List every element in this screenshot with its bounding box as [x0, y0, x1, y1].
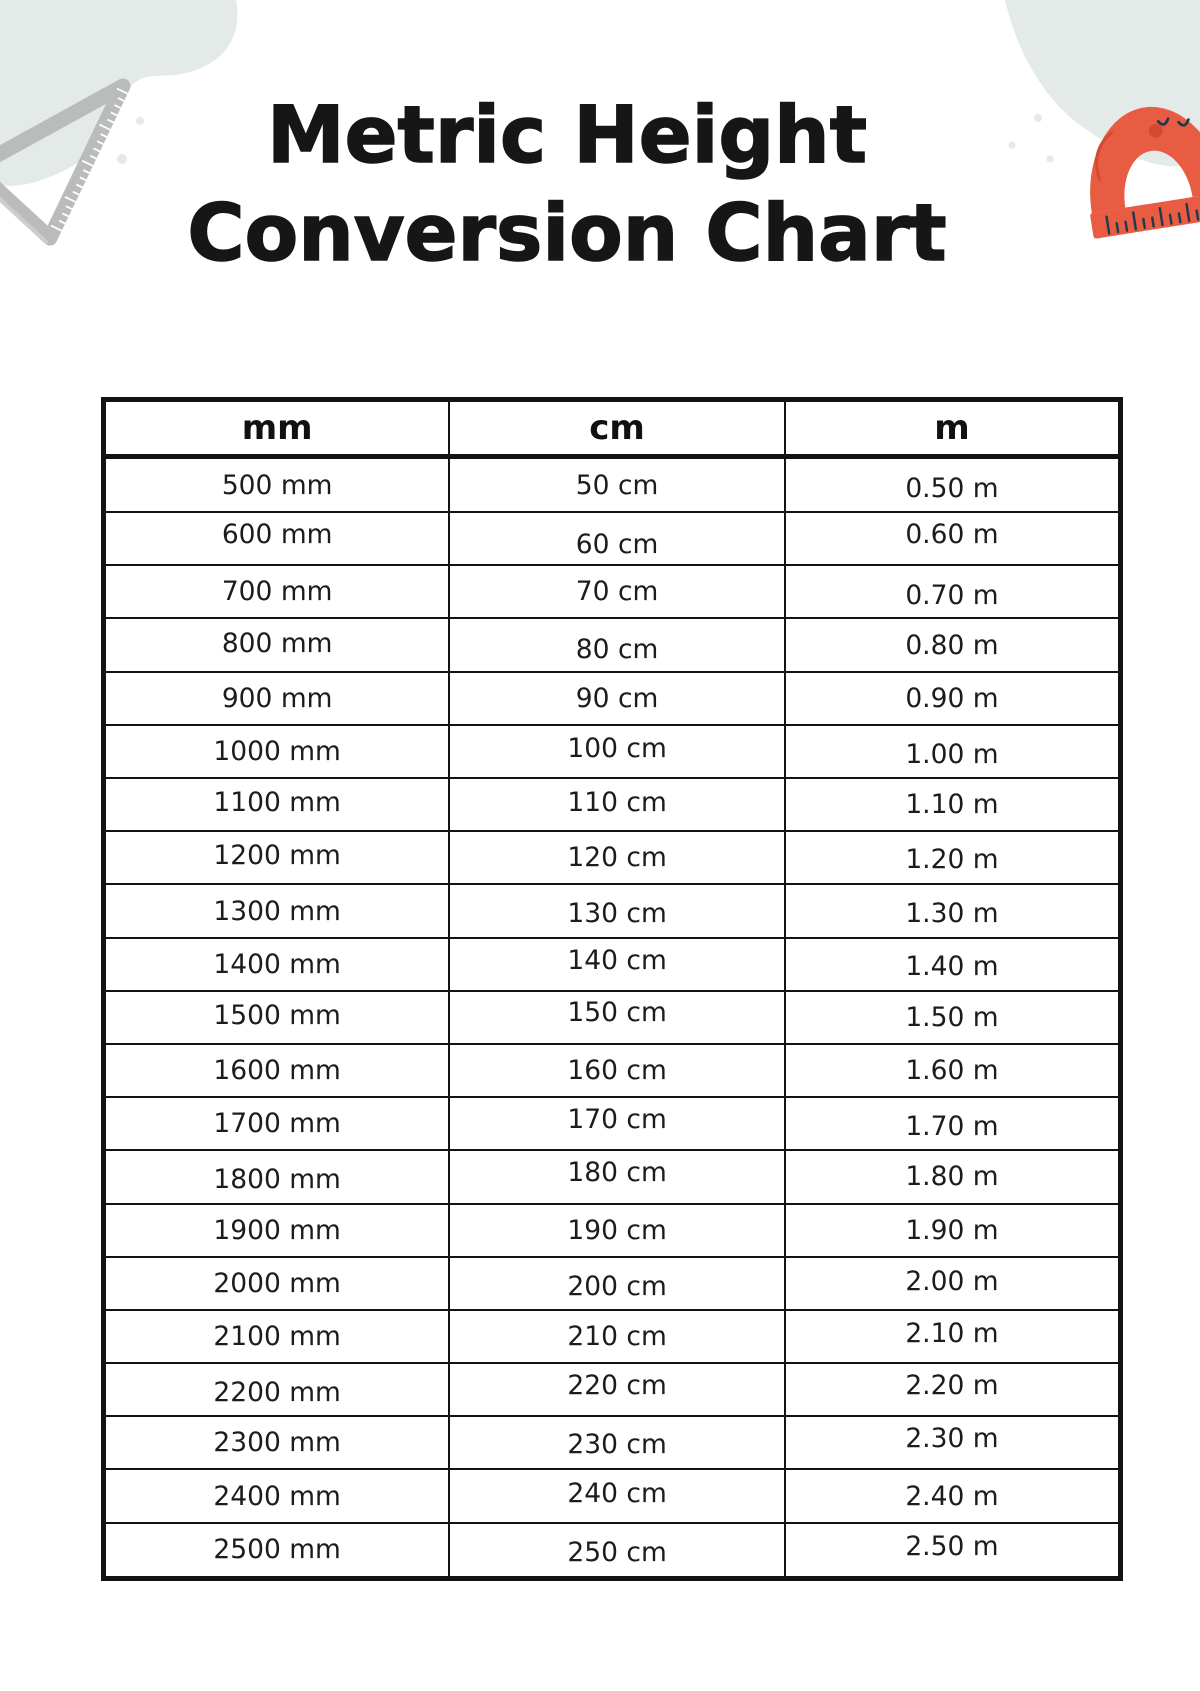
conversion-table-container — [101, 397, 1123, 1581]
title-line-1: Metric Height — [267, 91, 867, 181]
table-row — [104, 778, 1121, 831]
table-cell: 220 cm — [449, 1363, 785, 1416]
table-row — [104, 1310, 1121, 1363]
table-cell: 2.30 m — [785, 1416, 1121, 1469]
table-cell: 800 mm — [104, 618, 450, 671]
table-cell: 2300 mm — [104, 1416, 450, 1469]
table-cell: 0.70 m — [785, 565, 1121, 618]
table-cell: 600 mm — [104, 512, 450, 565]
table-row — [104, 1523, 1121, 1579]
table-row — [104, 1097, 1121, 1150]
table-cell: 200 cm — [449, 1257, 785, 1310]
column-header-mm: mm — [104, 400, 450, 457]
table-cell: 1100 mm — [104, 778, 450, 831]
table-cell: 0.50 m — [785, 457, 1121, 513]
table-row — [104, 1416, 1121, 1469]
table-cell: 230 cm — [449, 1416, 785, 1469]
table-cell: 0.60 m — [785, 512, 1121, 565]
table-cell: 1300 mm — [104, 884, 450, 937]
table-cell: 90 cm — [449, 672, 785, 725]
table-cell: 1.30 m — [785, 884, 1121, 937]
table-row — [104, 672, 1121, 725]
table-cell: 1600 mm — [104, 1044, 450, 1097]
table-cell: 160 cm — [449, 1044, 785, 1097]
table-row — [104, 1150, 1121, 1203]
table-cell: 1.20 m — [785, 831, 1121, 884]
table-cell: 2.20 m — [785, 1363, 1121, 1416]
table-row — [104, 884, 1121, 937]
title-line-2: Conversion Chart — [187, 189, 947, 279]
table-cell: 190 cm — [449, 1204, 785, 1257]
conversion-table-body — [104, 457, 1121, 1579]
table-cell: 250 cm — [449, 1523, 785, 1579]
table-cell: 2.00 m — [785, 1257, 1121, 1310]
table-cell: 240 cm — [449, 1469, 785, 1522]
table-row — [104, 618, 1121, 671]
table-row — [104, 1257, 1121, 1310]
table-cell: 60 cm — [449, 512, 785, 565]
table-cell: 1400 mm — [104, 938, 450, 991]
table-cell: 500 mm — [104, 457, 450, 513]
table-cell: 50 cm — [449, 457, 785, 513]
table-row — [104, 991, 1121, 1044]
table-row — [104, 1363, 1121, 1416]
table-cell: 1.10 m — [785, 778, 1121, 831]
page-title — [0, 87, 1134, 283]
table-row — [104, 1469, 1121, 1522]
table-cell: 2200 mm — [104, 1363, 450, 1416]
table-cell: 2400 mm — [104, 1469, 450, 1522]
table-cell: 130 cm — [449, 884, 785, 937]
table-row — [104, 512, 1121, 565]
table-cell: 1.00 m — [785, 725, 1121, 778]
table-cell: 1.70 m — [785, 1097, 1121, 1150]
table-cell: 1500 mm — [104, 991, 450, 1044]
table-cell: 2.40 m — [785, 1469, 1121, 1522]
table-cell: 80 cm — [449, 618, 785, 671]
table-cell: 900 mm — [104, 672, 450, 725]
table-cell: 140 cm — [449, 938, 785, 991]
table-cell: 1.60 m — [785, 1044, 1121, 1097]
column-header-cm: cm — [449, 400, 785, 457]
column-header-m: m — [785, 400, 1121, 457]
table-cell: 2.50 m — [785, 1523, 1121, 1579]
table-cell: 110 cm — [449, 778, 785, 831]
table-cell: 2000 mm — [104, 1257, 450, 1310]
table-row — [104, 1204, 1121, 1257]
table-cell: 2100 mm — [104, 1310, 450, 1363]
table-row — [104, 565, 1121, 618]
table-row — [104, 1044, 1121, 1097]
table-cell: 1.40 m — [785, 938, 1121, 991]
table-cell: 0.90 m — [785, 672, 1121, 725]
table-cell: 120 cm — [449, 831, 785, 884]
table-cell: 2.10 m — [785, 1310, 1121, 1363]
table-row — [104, 938, 1121, 991]
table-cell: 210 cm — [449, 1310, 785, 1363]
table-cell: 1000 mm — [104, 725, 450, 778]
table-cell: 1.80 m — [785, 1150, 1121, 1203]
table-cell: 2500 mm — [104, 1523, 450, 1579]
table-cell: 180 cm — [449, 1150, 785, 1203]
table-cell: 100 cm — [449, 725, 785, 778]
table-cell: 1.50 m — [785, 991, 1121, 1044]
table-cell: 1.90 m — [785, 1204, 1121, 1257]
table-cell: 1800 mm — [104, 1150, 450, 1203]
table-row — [104, 831, 1121, 884]
protractor-eyes — [1158, 116, 1189, 129]
table-cell: 1200 mm — [104, 831, 450, 884]
table-header-row — [104, 400, 1121, 457]
table-cell: 150 cm — [449, 991, 785, 1044]
table-cell: 1900 mm — [104, 1204, 450, 1257]
protractor-blush — [1148, 123, 1164, 139]
table-cell: 0.80 m — [785, 618, 1121, 671]
conversion-table — [101, 397, 1123, 1581]
table-cell: 170 cm — [449, 1097, 785, 1150]
table-row — [104, 457, 1121, 513]
table-row — [104, 725, 1121, 778]
table-cell: 700 mm — [104, 565, 450, 618]
table-cell: 70 cm — [449, 565, 785, 618]
table-cell: 1700 mm — [104, 1097, 450, 1150]
